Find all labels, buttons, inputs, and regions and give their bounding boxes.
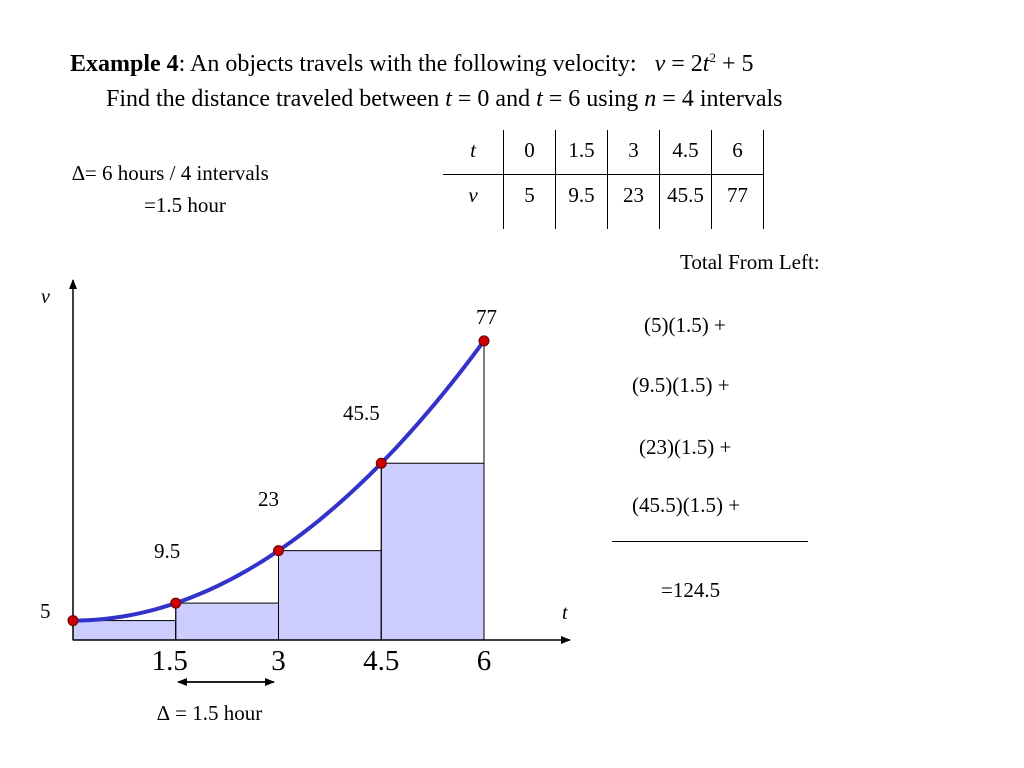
data-point <box>171 598 181 608</box>
point-label: 23 <box>258 487 279 511</box>
sum-term: (9.5)(1.5) + <box>632 373 730 397</box>
equation-exponent: 2 <box>709 50 716 65</box>
sum-term: (45.5)(1.5) + <box>632 493 741 517</box>
sum-heading: Total From Left: <box>680 250 820 274</box>
table-cell: 1.5 <box>556 130 608 175</box>
table-cell: 45.5 <box>660 175 712 230</box>
heading-text: : An objects travels with the following velocity: <box>178 51 637 77</box>
riemann-rectangle <box>176 603 279 640</box>
data-point <box>68 616 78 626</box>
equation-v: v <box>654 51 666 77</box>
line2-c: = 6 using <box>542 86 645 112</box>
delta-note-line-1: ∆= 6 hours / 4 intervals <box>72 161 269 185</box>
line2-b: = 0 and <box>451 86 537 112</box>
line2-t2: t <box>536 86 543 112</box>
x-tick-label: 3 <box>271 645 286 677</box>
equation-mid: = 2 <box>665 51 703 77</box>
data-point <box>479 336 489 346</box>
sum-term: (5)(1.5) + <box>644 313 726 337</box>
table-cell: 6 <box>712 130 764 175</box>
table-header-v: v <box>443 175 504 230</box>
table-header-t: t <box>443 130 504 175</box>
point-label: 9.5 <box>154 539 181 563</box>
y-axis-label: v <box>41 286 50 308</box>
table-cell: 77 <box>712 175 764 230</box>
line2-d: = 4 intervals <box>656 86 783 112</box>
point-label: 5 <box>40 599 51 623</box>
x-tick-label: 1.5 <box>151 645 188 677</box>
x-tick-label: 4.5 <box>363 645 400 677</box>
line2-t1: t <box>445 86 452 112</box>
table-cell: 5 <box>504 175 556 230</box>
data-point <box>376 458 386 468</box>
point-label: 77 <box>476 305 497 329</box>
riemann-rectangle <box>279 551 382 640</box>
delta-label: ∆ = 1.5 hour <box>157 701 263 725</box>
line2-n: n <box>644 86 657 112</box>
table-cell: 0 <box>504 130 556 175</box>
data-point <box>274 546 284 556</box>
example-label: Example 4 <box>70 51 179 77</box>
sum-term: (23)(1.5) + <box>639 435 732 459</box>
sum-result: =124.5 <box>661 578 721 602</box>
equation-t: t <box>702 51 710 77</box>
riemann-rectangle <box>381 463 484 640</box>
x-axis-label: t <box>562 602 568 624</box>
line2-a: Find the distance traveled between <box>106 86 446 112</box>
equation-tail: + 5 <box>715 51 754 77</box>
table-cell: 4.5 <box>660 130 712 175</box>
delta-note-line-2: =1.5 hour <box>144 193 226 217</box>
point-label: 45.5 <box>343 401 380 425</box>
table-cell: 23 <box>608 175 660 230</box>
table-cell: 3 <box>608 130 660 175</box>
riemann-rectangle <box>73 621 176 640</box>
table-cell: 9.5 <box>556 175 608 230</box>
x-tick-label: 6 <box>476 645 492 677</box>
